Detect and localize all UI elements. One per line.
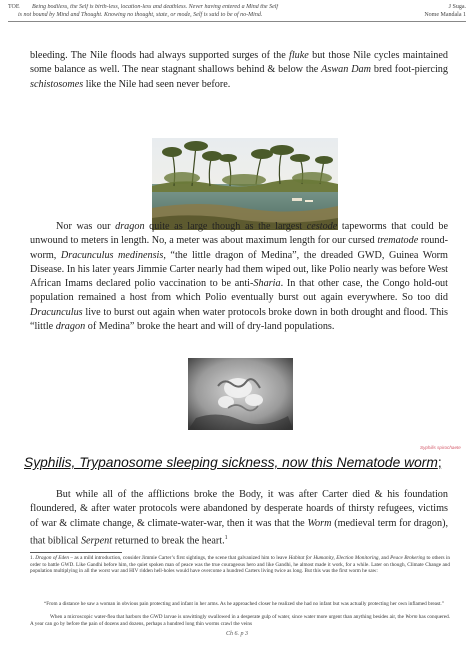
header-quote-line1: Being bodiless, the Self is birth-less, location-less and deathless. Never having entered a Mind the Self [32, 4, 279, 10]
footnote-continuation: When a microscopic water-flea that harbors the GWD larvae is unwittingly swallowed in a desperate gulp of water, since water more urgent than anything besides air, the Worm has conquered. A year can go by before the pain of dozens and dozens, perhaps a hundred long thin worms crawl the veins [30, 614, 450, 627]
footnote-divider [30, 552, 122, 553]
header-quote-source1: J Suga. [448, 4, 466, 10]
footnote-reference[interactable]: 1 [224, 534, 228, 541]
footnote-quote: “From a distance he saw a woman in obvious pain protecting and infant in her arms. As he approached closer he realized she had no infant but was actually protecting her own inflamed breast.” [44, 601, 445, 607]
paragraph-little-dragon: Nor was our dragon quite as large though as the largest cestode tapeworms that could be unwound to meters in length. No, a meter was about maximum length for our cursed trematode round-worm, Dracunculus medinensis, “the little dragon of Medina”, the dreaded GWD, Guinea Worm Disease. In his later years Jimmie Carter nearly had them wiped out, like Polio nearly was before West African Imams declared polio vaccination to be anti-Sharia. In that other case, the Congo hold-out population remained a host from which Polio eventually burst out again everywhere. So too did Dracunculus live to burst out again when water protocols broke down in both drought and flood. This “little dragon of Medina” broke the heart and will of dry-land populations. [30, 221, 448, 333]
image-credit-caption: Syphilis spirochaete [420, 445, 461, 450]
paragraph-nile-floods: bleeding. The Nile floods had always supported surges of the fluke but those Nile cycles maintained some balance as well. The near stagnant shallows behind & below the Aswan Dam bred foot-piercing schistosomes like the Nile had seen never before. [30, 50, 448, 90]
spirochaete-micrograph-image [188, 358, 293, 430]
header-quote-source2: Nome Mandala 1 [424, 11, 466, 18]
paragraph-worm-returned: But while all of the afflictions broke the Body, it was after Carter died & his foundation floundered, & after water protocols were abandoned by desperate hoards of thirsty refugees, victims of war & climate change, & climate-water-war, then it was that the Worm (medieval term for dragon), that biblical Serpent returned to break the heart.$^1$ [30, 489, 449, 547]
footnote-text: 1. Dragon of Eden – as a mild introduction, consider Jimmie Carter’s first sightings, the scene that galvanized him to leave Habitat for Humanity, Election Monitoring, and Peace Brokering to others in order to battle GWD. Like Gandhi before him, the quiet spoken man of peace was the true courageous hero and like Gandhi, he almost made it work, for a while. Later on though, Climate Change and population multiplying in all the worst war and HIV ridden hell-holes would have overcome a hundred Carters living twice as long. But this was the first worm he saw: [30, 555, 451, 575]
nile-palm-landscape-image [152, 138, 338, 230]
header-quote-line2: is not bound by Mind and Thought. Knowing no thought, state, or mode, Self is said to be of no-Mind. [18, 11, 263, 18]
section-heading: Syphilis, Trypanosome sleeping sickness, now this Nematode worm; [24, 455, 442, 470]
page-number: Ch 6. p 3 [225, 631, 248, 637]
header-divider [8, 21, 466, 22]
header-toe-label: TOE [8, 4, 20, 10]
